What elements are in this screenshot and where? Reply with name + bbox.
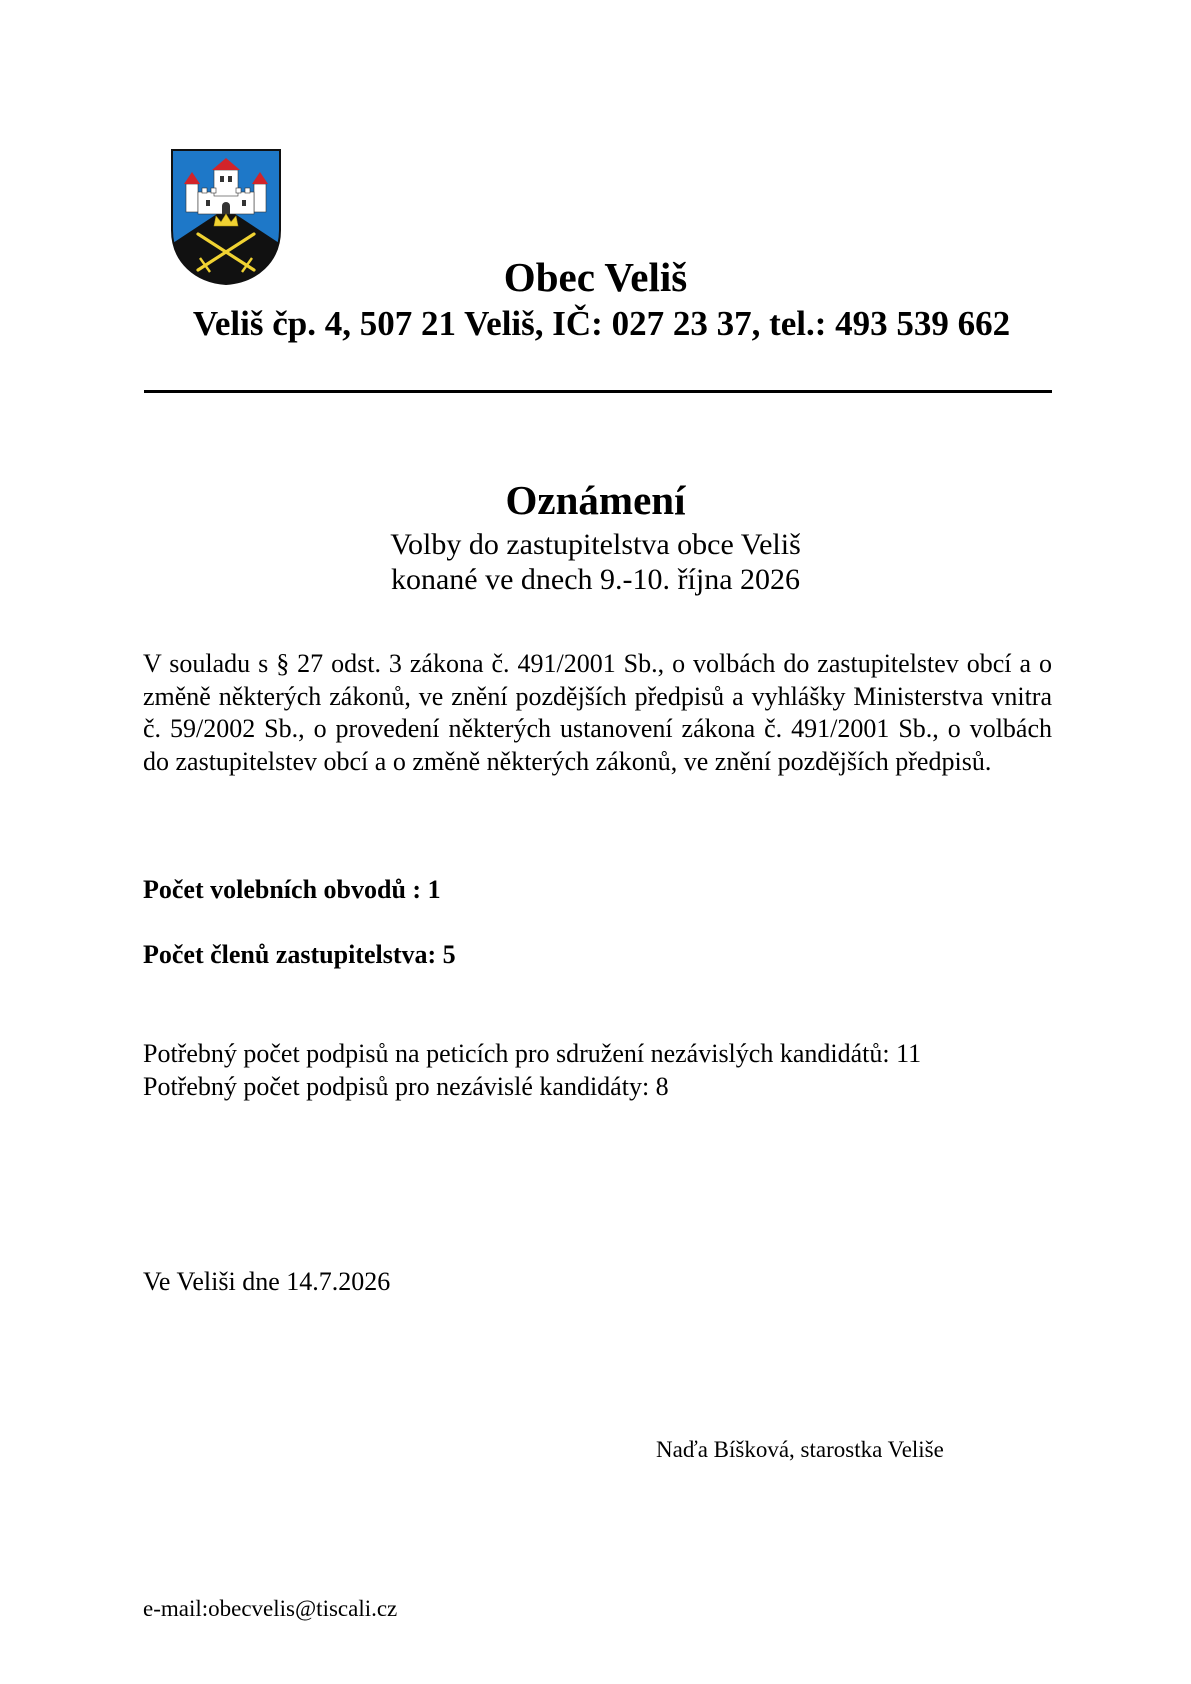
header-divider — [144, 390, 1052, 393]
legal-basis-paragraph: V souladu s § 27 odst. 3 zákona č. 491/2001 Sb., o volbách do zastupitelstev obcí a o změně některých zákonů, ve znění pozdějších předpisů a vyhlášky Ministerstva vnitra č. 59/2002 Sb., o provedení některých ustanovení zákona č. 491/2001 Sb., o volbách do zastupitelstev obcí a o změně některých zákonů, ve znění pozdějších předpisů. — [143, 649, 1052, 776]
municipality-address: Veliš čp. 4, 507 21 Veliš, IČ: 027 23 37, tel.: 493 539 662 — [192, 304, 1011, 343]
notice-subtitle-line2: konané ve dnech 9.-10. října 2026 — [390, 563, 801, 596]
municipality-name: Obec Veliš — [503, 254, 688, 300]
independent-signatures-required: Potřebný počet podpisů pro nezávislé kandidáty: 8 — [143, 1072, 669, 1101]
contact-email: e-mail:obecvelis@tiscali.cz — [143, 1596, 398, 1621]
date-place: Ve Veliši dne 14.7.2026 — [143, 1267, 391, 1296]
petition-signatures-required: Potřebný počet podpisů na peticích pro sdružení nezávislých kandidátů: 11 — [143, 1039, 922, 1068]
districts-count: Počet volebních obvodů : 1 — [143, 875, 441, 904]
notice-title: Oznámení — [505, 477, 686, 523]
members-count: Počet členů zastupitelstva: 5 — [143, 940, 456, 969]
mayor-signature: Naďa Bíšková, starostka Veliše — [656, 1437, 944, 1462]
notice-subtitle-line1: Volby do zastupitelstva obce Veliš — [390, 528, 801, 561]
